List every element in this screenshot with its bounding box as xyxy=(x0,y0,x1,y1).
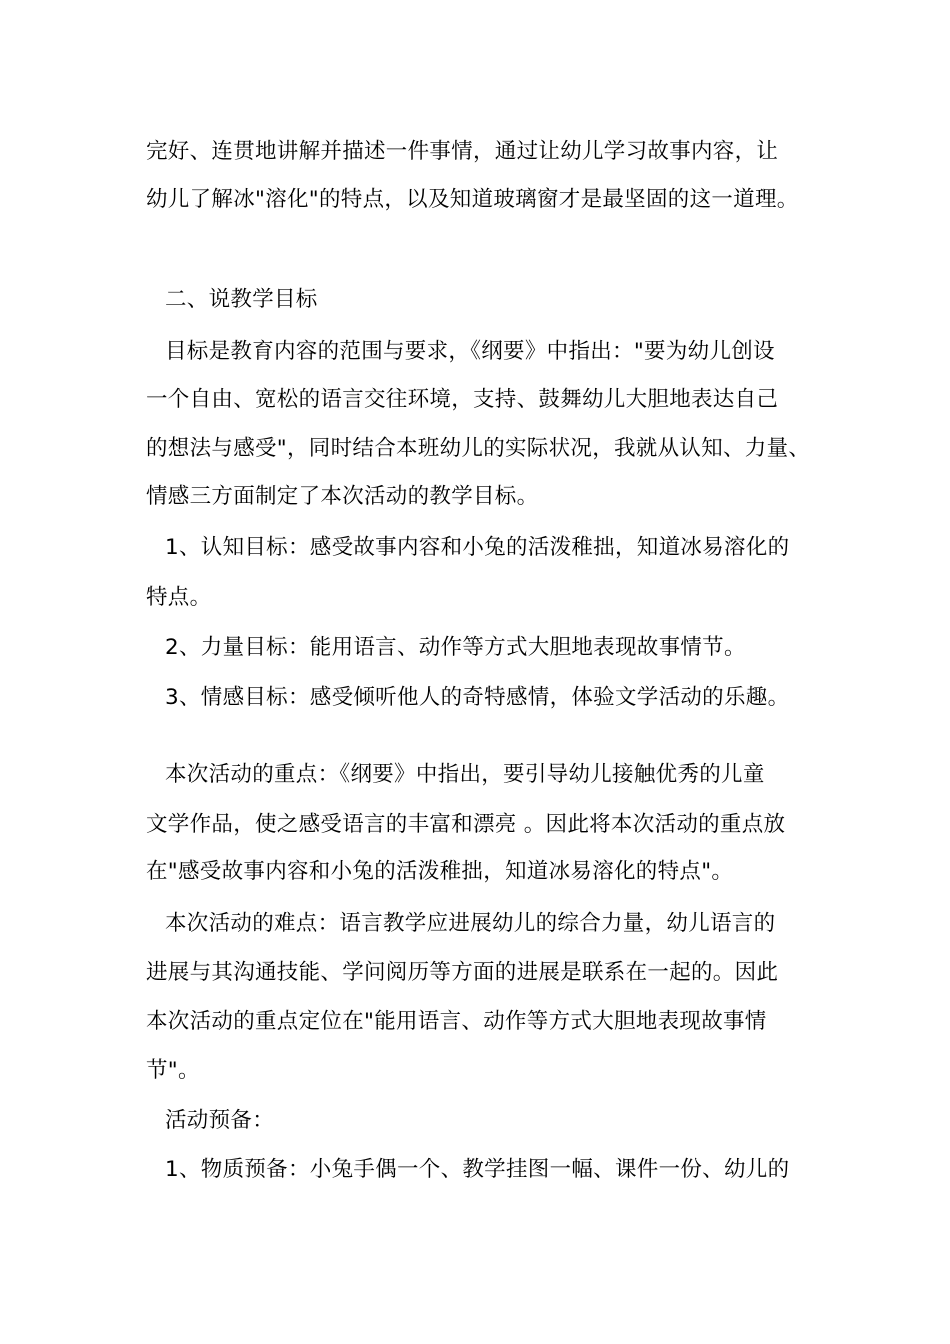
text-line: 进展与其沟通技能、学问阅历等方面的进展是联系在一起的。因此 xyxy=(146,960,779,985)
text-line: 的想法与感受"，同时结合本班幼儿的实际状况，我就从认知、力量、 xyxy=(146,436,811,461)
section-heading: 二、说教学目标 xyxy=(165,287,318,312)
text-line: 一个自由、宽松的语言交往环境，支持、鼓舞幼儿大胆地表达自己 xyxy=(146,387,779,412)
text-line: 特点。 xyxy=(146,585,212,610)
text-line: 活动预备： xyxy=(165,1108,275,1133)
text-line: 在"感受故事内容和小兔的活泼稚拙，知道冰易溶化的特点"。 xyxy=(146,859,734,884)
text-line: 节"。 xyxy=(146,1058,200,1083)
text-line: 幼儿了解冰"溶化"的特点，以及知道玻璃窗才是最坚固的这一道理。 xyxy=(146,187,799,212)
text-line: 本次活动的重点定位在"能用语言、动作等方式大胆地表现故事情 xyxy=(146,1009,767,1034)
list-item: 1、认知目标：感受故事内容和小兔的活泼稚拙，知道冰易溶化的 xyxy=(165,535,790,560)
list-item: 2、力量目标：能用语言、动作等方式大胆地表现故事情节。 xyxy=(165,635,746,660)
text-line: 本次活动的难点：语言教学应进展幼儿的综合力量，幼儿语言的 xyxy=(165,911,776,936)
text-line: 文学作品，使之感受语言的丰富和漂亮 。因此将本次活动的重点放 xyxy=(146,812,786,837)
text-line: 完好、连贯地讲解并描述一件事情，通过让幼儿学习故事内容，让 xyxy=(146,139,779,164)
text-line: 目标是教育内容的范围与要求，《纲要》中指出："要为幼儿创设 xyxy=(165,339,775,364)
text-line: 情感三方面制定了本次活动的教学目标。 xyxy=(146,484,539,509)
list-item: 1、物质预备：小兔手偶一个、教学挂图一幅、课件一份、幼儿的 xyxy=(165,1157,790,1182)
list-item: 3、情感目标：感受倾听他人的奇特感情，体验文学活动的乐趣。 xyxy=(165,685,790,710)
text-line: 本次活动的重点：《纲要》中指出，要引导幼儿接触优秀的儿童 xyxy=(165,762,765,787)
